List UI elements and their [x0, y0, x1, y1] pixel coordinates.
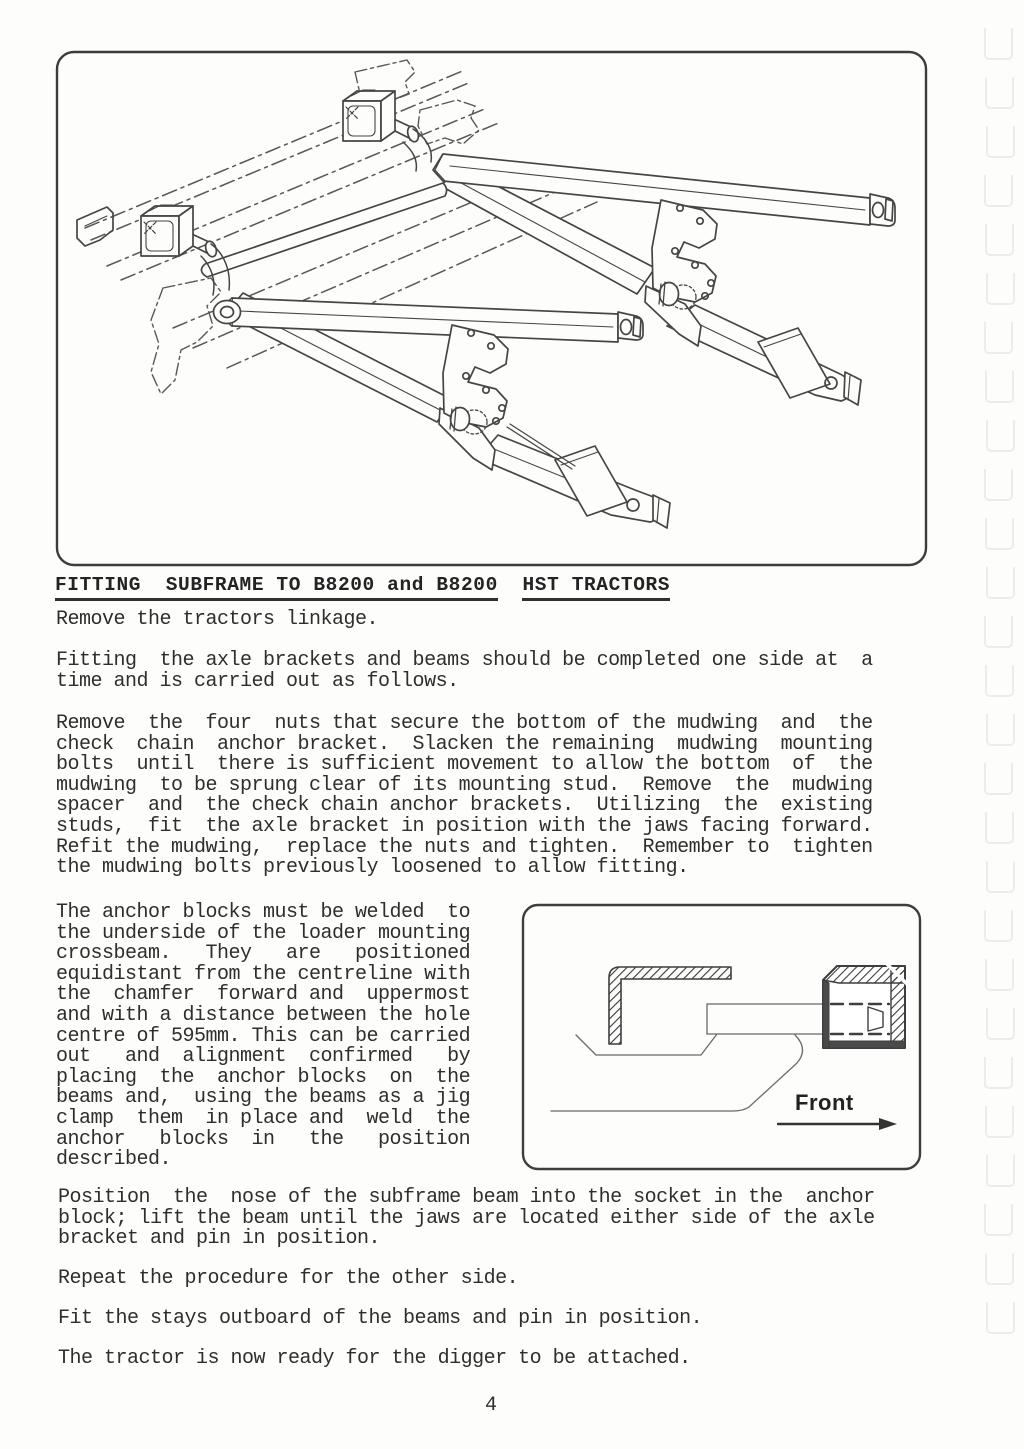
paragraph-ready: The tractor is now ready for the digger to be attached. [58, 1347, 691, 1370]
paragraph-fitting: Fitting the axle brackets and beams should be completed one side at a time and is carried out as follows. [56, 649, 873, 693]
front-label: Front [795, 1090, 854, 1115]
binding-mark [985, 1106, 1014, 1138]
binding-mark [984, 469, 1013, 501]
binding-mark [985, 77, 1014, 109]
subframe-exploded-diagram [55, 50, 928, 568]
paragraph-anchor-blocks: The anchor blocks must be welded to the underside of the loader mounting crossbeam. They are positioned equidistant from the centreline with the chamfer forward and uppermost and with a distance between the hole centre of 595mm. This can be carried out and alignment confirmed by placing the anchor blocks on the beams and, using the beams as a jig clamp them in place and weld the anchor blocks in the position described. [56, 901, 471, 1172]
binding-mark [986, 861, 1015, 893]
binding-mark [985, 959, 1014, 991]
binding-mark [985, 371, 1014, 403]
binding-mark [984, 763, 1013, 795]
binding-mark [986, 1302, 1015, 1334]
anchor-detail-svg [521, 903, 923, 1172]
page-number: 4 [484, 1394, 497, 1417]
paragraph-mudwing: Remove the four nuts that secure the bottom of the mudwing and the check chain anchor bracket. Slacken the remaining mudwing mounting bolts until there is sufficient movement to allow the bottom of the mudwing to be sprung clear of its mounting stud. Remove the mudwing spacer and the check chain anchor brackets. Utilizing the existing studs, fit the axle bracket in position with the jaws facing forward. Refit the mudwing, replace the nuts and tighten. Remember to tighten the mudwing bolts previously loosened to allow fitting. [56, 712, 873, 880]
binding-mark [984, 1204, 1013, 1236]
paragraph-repeat: Repeat the procedure for the other side. [58, 1267, 519, 1290]
paragraph-position-nose: Position the nose of the subframe beam into the socket in the anchor block; lift the beam until the jaws are located either side of the axle bracket and pin in position. [58, 1186, 875, 1251]
anchor-block-detail-diagram [521, 903, 923, 1172]
binding-mark [986, 420, 1015, 452]
heading-part1: FITTING SUBFRAME TO B8200 and B8200 [55, 574, 498, 601]
binding-mark [986, 1008, 1015, 1040]
binding-mark [985, 812, 1014, 844]
binding-mark [984, 910, 1013, 942]
binding-mark [985, 665, 1014, 697]
binding-mark [984, 616, 1013, 648]
binding-mark [985, 1253, 1014, 1285]
binding-mark [985, 518, 1014, 550]
binding-mark [984, 1057, 1013, 1089]
binding-mark [984, 28, 1013, 60]
binding-mark [984, 322, 1013, 354]
binding-mark [986, 126, 1015, 158]
binding-mark [986, 567, 1015, 599]
binding-mark [986, 1155, 1015, 1187]
section-heading [55, 574, 670, 596]
binding-mark [984, 175, 1013, 207]
paragraph-remove-linkage: Remove the tractors linkage. [56, 608, 379, 631]
binding-mark [986, 273, 1015, 305]
heading-part2: HST TRACTORS [522, 574, 670, 601]
anchor-block-section [823, 964, 907, 1048]
subframe-diagram-svg [55, 50, 928, 568]
binding-mark [985, 224, 1014, 256]
paragraph-stays: Fit the stays outboard of the beams and pin in position. [58, 1307, 703, 1330]
binding-mark [986, 714, 1015, 746]
